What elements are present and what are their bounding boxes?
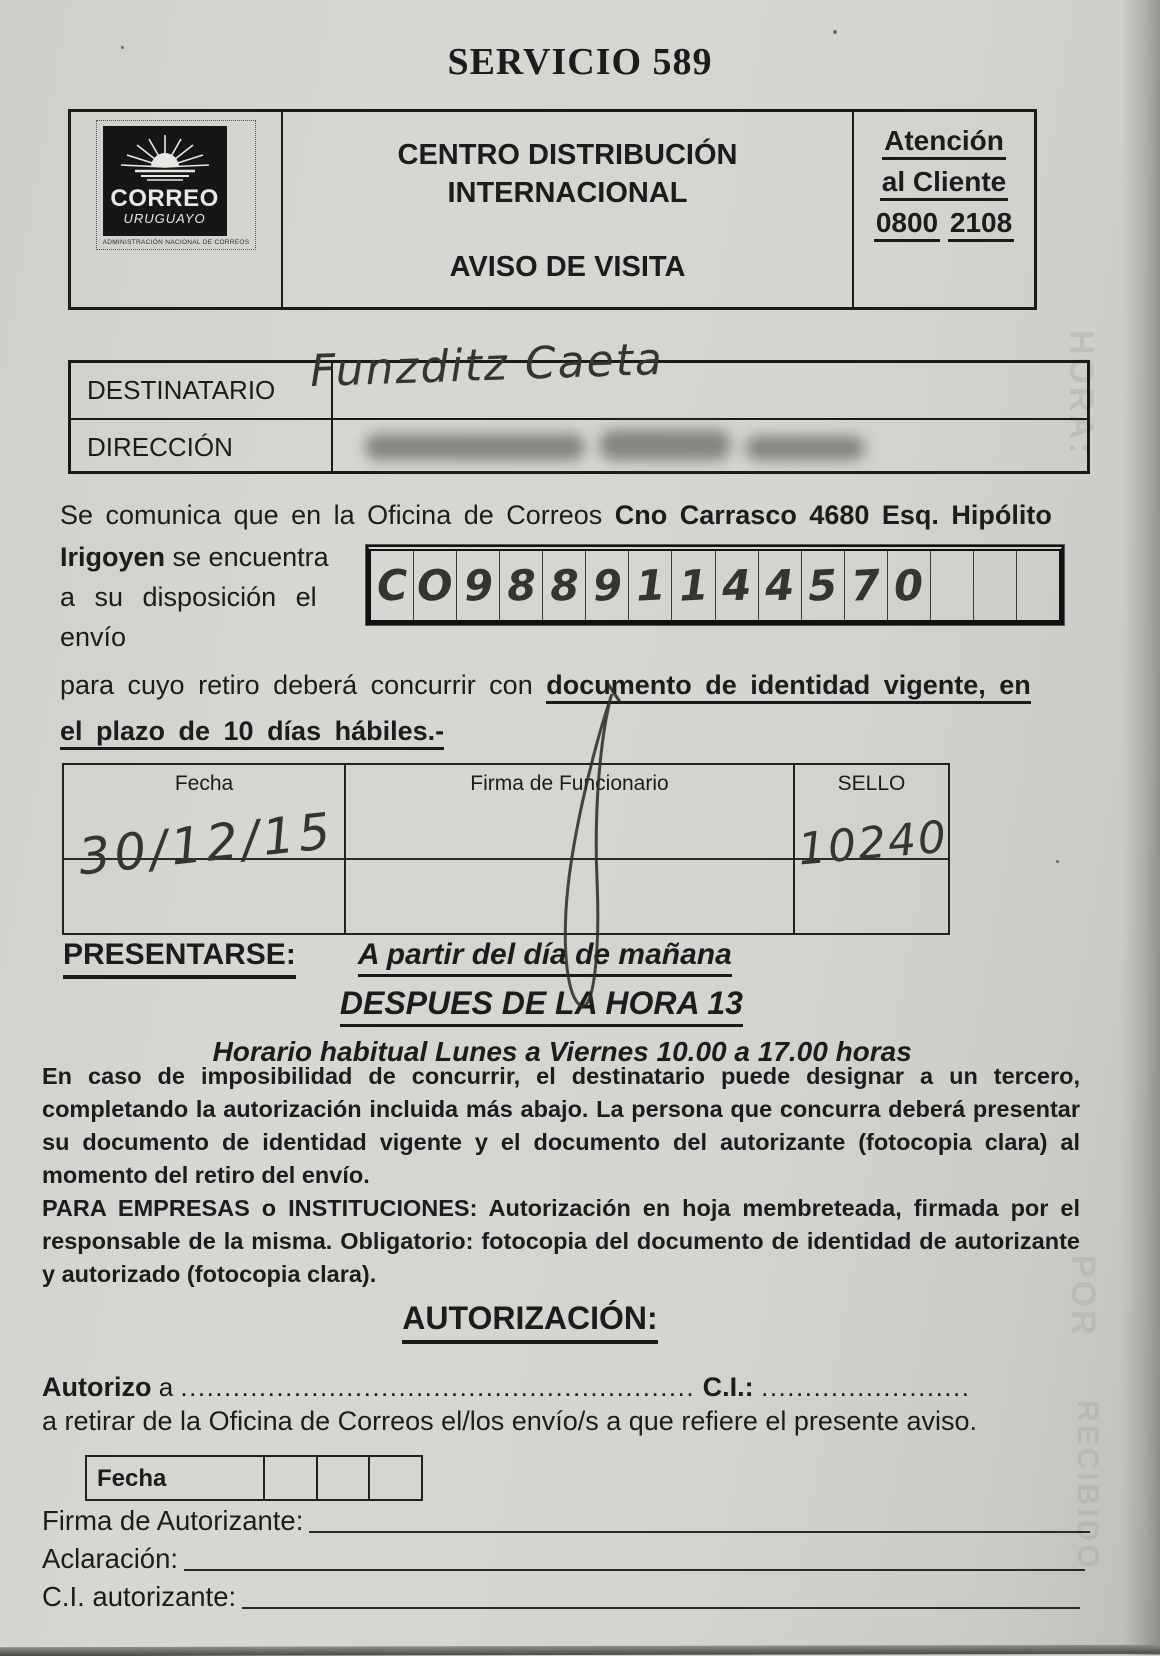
aclaracion-blank-line bbox=[184, 1569, 1085, 1571]
scan-bottom-edge bbox=[0, 1645, 1160, 1656]
bleedthrough-text: POR bbox=[1064, 1255, 1102, 1338]
atencion-line: al Cliente bbox=[880, 165, 1008, 201]
header-line-1: CENTRO DISTRIBUCIÓN bbox=[397, 139, 738, 171]
notice-text: a su disposición el bbox=[60, 582, 317, 612]
scan-speck bbox=[833, 30, 837, 34]
autorizo-label: Autorizo bbox=[42, 1372, 152, 1402]
aclaracion-row bbox=[42, 1543, 1085, 1575]
tracking-cell: 8 bbox=[543, 551, 586, 620]
bleedthrough-text: HORA: bbox=[1062, 330, 1100, 457]
notice-text: se encuentra bbox=[165, 542, 329, 572]
fecha-month-cell bbox=[318, 1457, 371, 1499]
header-line-2: INTERNACIONAL bbox=[447, 177, 688, 209]
autorizo-dotted-line: ........................................................... bbox=[180, 1372, 696, 1402]
ci-autorizante-blank-line bbox=[242, 1607, 1080, 1609]
logo-uruguayo-text: URUGUAYO bbox=[123, 211, 206, 227]
header-center-cell bbox=[283, 112, 854, 307]
tracking-cell bbox=[974, 551, 1017, 620]
ci-autorizante-label: C.I. autorizante: bbox=[42, 1581, 237, 1612]
presentarse-line3: Horario habitual Lunes a Viernes 10.00 a 17.00 horas bbox=[212, 1036, 912, 1067]
fecha-handwriting: 30/12/15 bbox=[75, 801, 337, 887]
funcionario-signature bbox=[508, 680, 678, 1025]
firma-header: Firma de Funcionario bbox=[470, 772, 669, 795]
tracking-cell: 1 bbox=[672, 551, 715, 620]
notice-text: Se comunica que en la Oficina de Correos bbox=[60, 500, 615, 530]
tracking-cell: 7 bbox=[845, 551, 888, 620]
logo-cell bbox=[71, 112, 283, 307]
authorization-fecha-box bbox=[85, 1455, 423, 1501]
tracking-cell bbox=[1017, 551, 1059, 620]
scan-edge-shadow bbox=[1122, 0, 1160, 1655]
atencion-line: 0800 bbox=[874, 206, 940, 242]
direccion-blurred-text bbox=[345, 420, 885, 476]
firma-autorizante-blank-line bbox=[309, 1531, 1090, 1533]
sun-rays-icon bbox=[113, 133, 217, 185]
presentarse-line2: DESPUES DE LA HORA 13 bbox=[340, 985, 743, 1027]
notice-text: envío bbox=[60, 622, 127, 652]
tracking-code-box bbox=[366, 545, 1064, 625]
tracking-cell: 8 bbox=[500, 551, 543, 620]
tracking-cell: C bbox=[371, 551, 414, 620]
destinatario-handwriting: Funzditz Caeta bbox=[309, 333, 665, 398]
header-box bbox=[68, 109, 1037, 310]
scan-speck bbox=[1056, 860, 1059, 863]
ci-autorizante-row bbox=[42, 1581, 1080, 1613]
retirar-line: a retirar de la Oficina de Correos el/los envío/s a que refiere el presente aviso. bbox=[42, 1406, 977, 1436]
customer-service-cell bbox=[854, 112, 1034, 307]
ci-dotted-line: ........................ bbox=[761, 1372, 971, 1402]
tracking-cell bbox=[931, 551, 974, 620]
fecha-header: Fecha bbox=[174, 772, 234, 795]
aclaracion-label: Aclaración: bbox=[42, 1543, 179, 1574]
notice-left-column bbox=[60, 537, 366, 657]
fecha-year-cell bbox=[370, 1457, 421, 1499]
destinatario-label: DESTINATARIO bbox=[71, 363, 333, 418]
logo-correo-text: CORREO bbox=[110, 185, 219, 213]
tracking-cell: 1 bbox=[629, 551, 672, 620]
conditions-para2: PARA EMPRESAS o INSTITUCIONES: Autorización en hoja membreteada, firmada por el responsable de la misma. Obligatorio: fotocopia del documento de identidad de autorizante y autorizado (fotocopia clara). bbox=[42, 1195, 1080, 1287]
atencion-line: 2108 bbox=[948, 206, 1014, 242]
direccion-label: DIRECCIÓN bbox=[71, 420, 333, 473]
tracking-cell: 9 bbox=[457, 551, 500, 620]
tracking-cell: 0 bbox=[888, 551, 931, 620]
conditions-para1: En caso de imposibilidad de concurrir, el destinatario puede designar a un tercero, completando la autorización incluida más abajo. La persona que concurra deberá presentar su documento de identidad vigente y el documento del autorizante (fotocopia clara) al momento del retiro del envío. bbox=[42, 1063, 1080, 1188]
autorizo-a: a bbox=[151, 1372, 181, 1402]
firma-autorizante-row bbox=[42, 1505, 1090, 1537]
page-title: SERVICIO 589 bbox=[447, 41, 713, 83]
presentarse-label: PRESENTARSE: bbox=[63, 938, 296, 979]
correo-uruguayo-logo bbox=[96, 120, 257, 250]
logo-black-square bbox=[103, 126, 227, 236]
ci-label: C.I.: bbox=[695, 1372, 762, 1402]
tracking-cell: O bbox=[414, 551, 457, 620]
retiro-text: para cuyo retiro deberá concurrir con bbox=[60, 670, 547, 700]
sello-header: SELLO bbox=[837, 772, 906, 795]
presentarse-line1: A partir del día de mañana bbox=[358, 938, 732, 977]
office-address-bold: Cno Carrasco 4680 Esq. Hipólito bbox=[614, 500, 1052, 530]
authorization-fecha-label: Fecha bbox=[87, 1457, 265, 1499]
retiro-underlined-1: documento de identidad vigente, en bbox=[546, 670, 1031, 704]
tracking-cell: 4 bbox=[716, 551, 759, 620]
retiro-underlined-2: el plazo de 10 días hábiles.- bbox=[60, 716, 444, 750]
bleedthrough-text: RECIBIDO bbox=[1071, 1400, 1104, 1571]
autorizacion-title: AUTORIZACIÓN: bbox=[402, 1300, 657, 1344]
tracking-cell: 4 bbox=[759, 551, 802, 620]
tracking-cell: 5 bbox=[802, 551, 845, 620]
logo-caption: ADMINISTRACIÓN NACIONAL DE CORREOS bbox=[102, 239, 250, 246]
firma-autorizante-label: Firma de Autorizante: bbox=[42, 1505, 304, 1536]
autorizo-line bbox=[42, 1372, 1082, 1403]
conditions-text bbox=[42, 1060, 1080, 1291]
atencion-line: Atención bbox=[882, 124, 1006, 160]
notice-paragraph bbox=[60, 500, 1064, 657]
fecha-day-cell bbox=[265, 1457, 318, 1499]
tracking-cell: 9 bbox=[586, 551, 629, 620]
header-line-3: AVISO DE VISITA bbox=[449, 251, 686, 283]
office-address-bold2: Irigoyen bbox=[60, 542, 166, 572]
sello-handwriting: 10240 bbox=[796, 811, 950, 876]
